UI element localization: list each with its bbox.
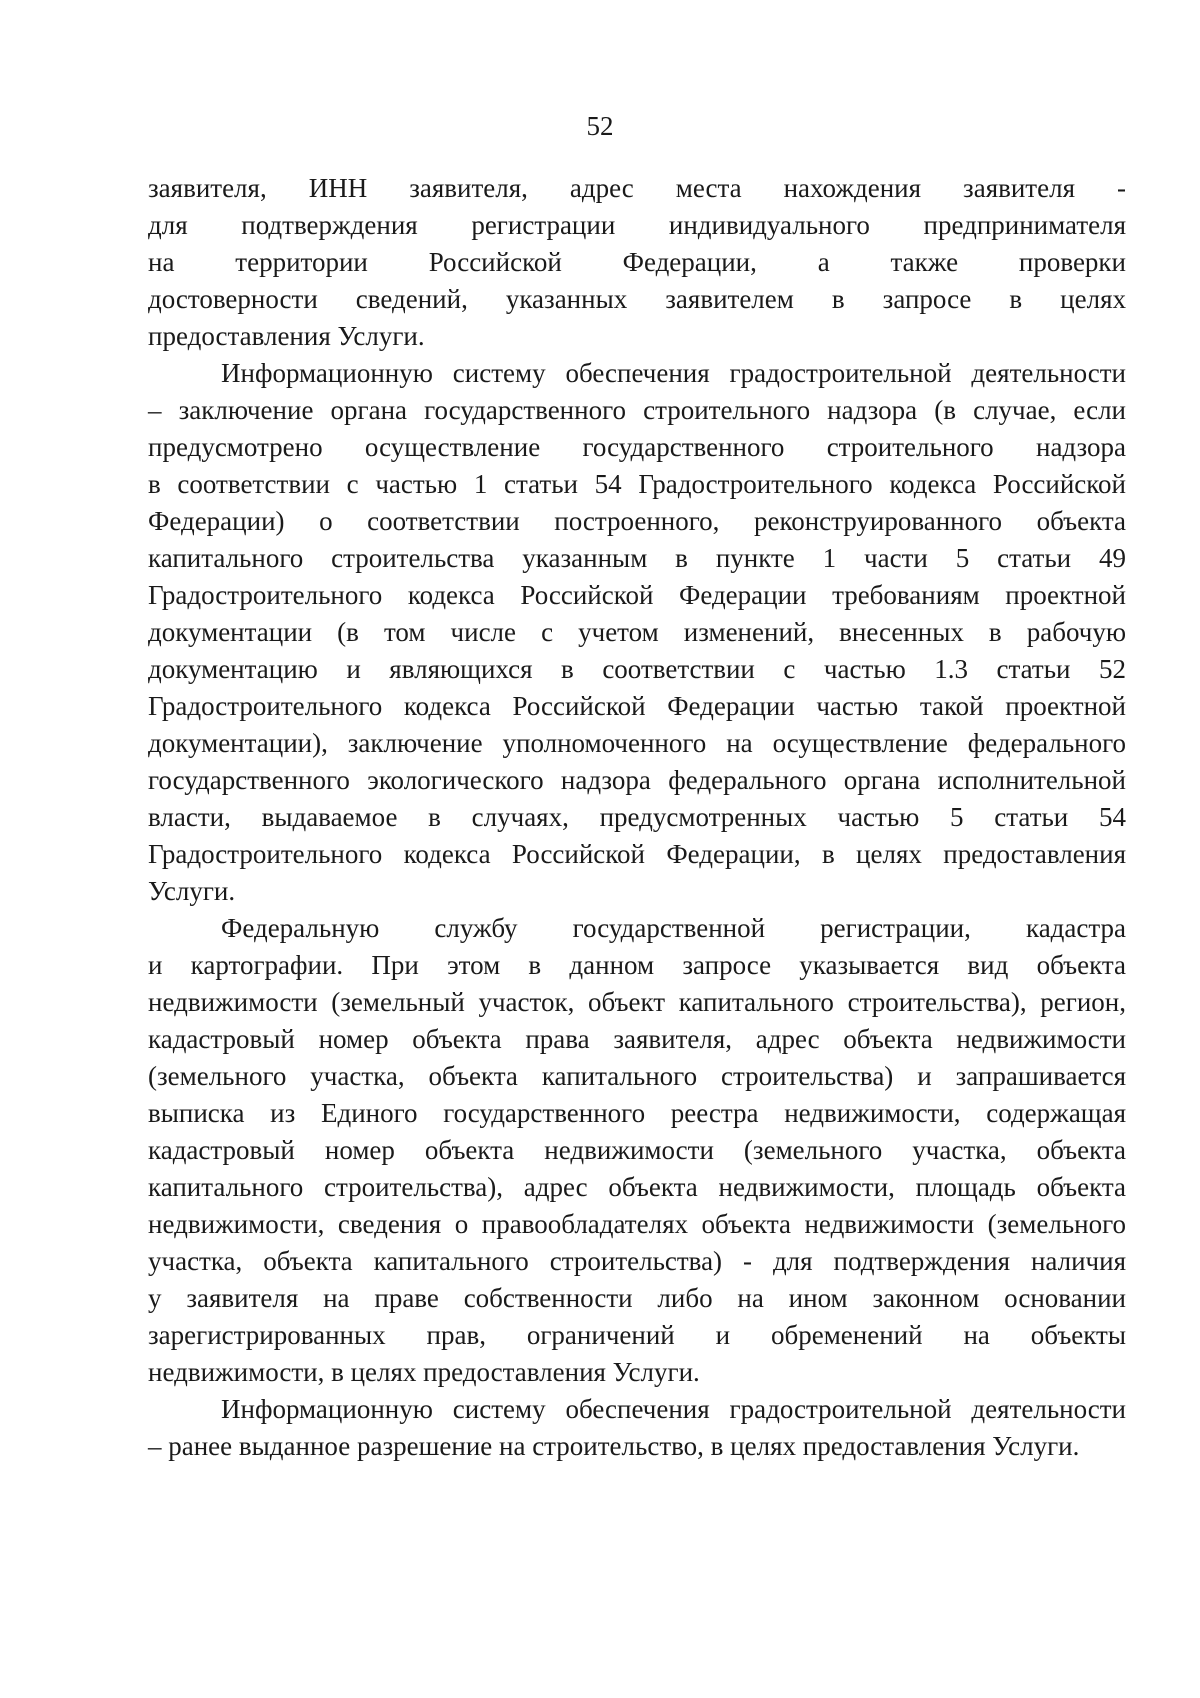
- text-line: на территории Российской Федерации, а также проверки: [148, 247, 1126, 277]
- text-line: Федеральную службу государственной регистрации, кадастра: [221, 913, 1126, 943]
- document-body: [148, 170, 1126, 1465]
- text-line: у заявителя на праве собственности либо на ином законном основании: [148, 1283, 1126, 1313]
- text-line: документации), заключение уполномоченного на осуществление федерального: [148, 728, 1126, 758]
- text-line: недвижимости (земельный участок, объект капитального строительства), регион,: [148, 987, 1126, 1017]
- text-line: капитального строительства), адрес объекта недвижимости, площадь объекта: [148, 1172, 1126, 1202]
- text-line: для подтверждения регистрации индивидуального предпринимателя: [148, 210, 1126, 240]
- text-line: кадастровый номер объекта недвижимости (земельного участка, объекта: [148, 1135, 1126, 1165]
- text-line: предусмотрено осуществление государственного строительного надзора: [148, 432, 1126, 462]
- text-line: кадастровый номер объекта права заявителя, адрес объекта недвижимости: [148, 1024, 1126, 1054]
- text-line: Информационную систему обеспечения градостроительной деятельности: [221, 358, 1126, 388]
- text-line: выписка из Единого государственного реестра недвижимости, содержащая: [148, 1098, 1126, 1128]
- text-line: Федерации) о соответствии построенного, реконструированного объекта: [148, 506, 1126, 536]
- text-line: в соответствии с частью 1 статьи 54 Градостроительного кодекса Российской: [148, 469, 1126, 499]
- text-line: недвижимости, в целях предоставления Услуги.: [148, 1357, 700, 1387]
- text-line: участка, объекта капитального строительства) - для подтверждения наличия: [148, 1246, 1126, 1276]
- text-line: предоставления Услуги.: [148, 321, 425, 351]
- text-line: Информационную систему обеспечения градостроительной деятельности: [221, 1394, 1126, 1424]
- text-line: Градостроительного кодекса Российской Федерации требованиям проектной: [148, 580, 1126, 610]
- text-line: – заключение органа государственного строительного надзора (в случае, если: [148, 395, 1126, 425]
- text-line: заявителя, ИНН заявителя, адрес места нахождения заявителя -: [148, 173, 1126, 203]
- text-line: достоверности сведений, указанных заявителем в запросе в целях: [148, 284, 1126, 314]
- text-line: Градостроительного кодекса Российской Федерации, в целях предоставления: [148, 839, 1126, 869]
- text-line: власти, выдаваемое в случаях, предусмотренных частью 5 статьи 54: [148, 802, 1126, 832]
- text-line: Градостроительного кодекса Российской Федерации частью такой проектной: [148, 691, 1126, 721]
- text-line: капитального строительства указанным в пункте 1 части 5 статьи 49: [148, 543, 1126, 573]
- text-line: – ранее выданное разрешение на строительство, в целях предоставления Услуги.: [148, 1431, 1080, 1461]
- text-line: документацию и являющихся в соответствии с частью 1.3 статьи 52: [148, 654, 1126, 684]
- text-line: Услуги.: [148, 876, 236, 906]
- paragraph-federal-registration-service: [148, 910, 1126, 1391]
- text-line: недвижимости, сведения о правообладателях объекта недвижимости (земельного: [148, 1209, 1126, 1239]
- text-line: (земельного участка, объекта капитального строительства) и запрашивается: [148, 1061, 1126, 1091]
- text-line: государственного экологического надзора федерального органа исполнительной: [148, 765, 1126, 795]
- page-number: 52: [586, 111, 614, 141]
- paragraph-applicant-info: [148, 170, 1126, 355]
- paragraph-urban-planning-info-system: [148, 355, 1126, 910]
- paragraph-previous-permit: [148, 1391, 1126, 1465]
- text-line: и картографии. При этом в данном запросе указывается вид объекта: [148, 950, 1126, 980]
- text-line: документации (в том числе с учетом изменений, внесенных в рабочую: [148, 617, 1126, 647]
- text-line: зарегистрированных прав, ограничений и обременений на объекты: [148, 1320, 1126, 1350]
